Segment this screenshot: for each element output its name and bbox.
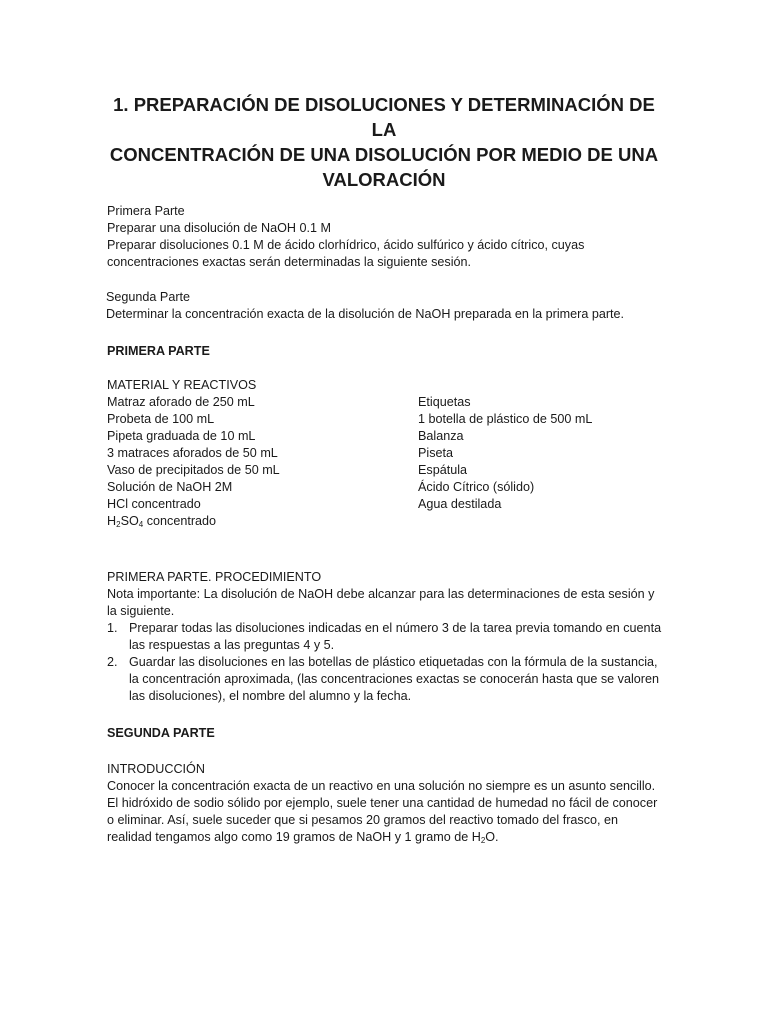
segunda-parte-heading: SEGUNDA PARTE bbox=[107, 726, 215, 740]
material-item-h2so4: $H_2SO_4$ concentrado bbox=[107, 514, 217, 529]
paragraph-line: El hidróxido de sodio sólido por ejemplo, suele tener una cantidad de humedad no fácil de conocer bbox=[107, 796, 658, 810]
material-item: Ácido Cítrico (sólido) bbox=[418, 480, 535, 494]
paragraph-line: realidad tengamos algo como 19 gramos de NaOH y 1 gramo de $H_2O$. bbox=[107, 830, 499, 845]
step-number: 2. bbox=[107, 655, 118, 669]
procedure-step bbox=[107, 620, 667, 654]
material-item: Pipeta graduada de 10 mL bbox=[107, 429, 256, 443]
step-text: las disoluciones), el nombre del alumno y la fecha. bbox=[129, 689, 412, 703]
materials-right-column bbox=[418, 394, 678, 513]
objective-text: Preparar disoluciones 0.1 M de ácido clorhídrico, ácido sulfúrico y ácido cítrico, cuyas bbox=[107, 238, 585, 252]
title-line: VALORACIÓN bbox=[322, 169, 446, 190]
material-item: HCl concentrado bbox=[107, 497, 201, 511]
material-item: Balanza bbox=[418, 429, 464, 443]
title-line: CONCENTRACIÓN DE UNA DISOLUCIÓN POR MEDIO DE UNA bbox=[109, 144, 659, 165]
material-item: Matraz aforado de 250 mL bbox=[107, 395, 255, 409]
material-item: Etiquetas bbox=[418, 395, 471, 409]
procedure-note: Nota importante: La disolución de NaOH debe alcanzar para las determinaciones de esta sesión y bbox=[107, 587, 655, 601]
introduccion-heading: INTRODUCCIÓN bbox=[107, 762, 205, 776]
procedure-step bbox=[107, 654, 667, 705]
material-item: Agua destilada bbox=[418, 497, 502, 511]
paragraph-line: o eliminar. Así, suele suceder que si pesamos 20 gramos del reactivo tomado del frasco, en bbox=[107, 813, 619, 827]
paragraph-line: Conocer la concentración exacta de un reactivo en una solución no siempre es un asunto sencillo. bbox=[107, 779, 656, 793]
procedure-section bbox=[107, 569, 667, 705]
step-text: Preparar todas las disoluciones indicadas en el número 3 de la tarea previa tomando en cuenta bbox=[129, 621, 662, 635]
objective-text: concentraciones exactas serán determinadas la siguiente sesión. bbox=[107, 255, 472, 269]
material-item: Probeta de 100 mL bbox=[107, 412, 215, 426]
material-item: Piseta bbox=[418, 446, 454, 460]
primera-parte-label: Primera Parte bbox=[107, 204, 185, 218]
objective-text: Determinar la concentración exacta de la disolución de NaOH preparada en la primera parte. bbox=[106, 307, 625, 321]
material-item: 1 botella de plástico de 500 mL bbox=[418, 412, 593, 426]
procedure-heading: PRIMERA PARTE. PROCEDIMIENTO bbox=[107, 570, 322, 584]
procedure-note: la siguiente. bbox=[107, 604, 175, 618]
title-line: 1. PREPARACIÓN DE DISOLUCIONES Y DETERMINACIÓN DE LA bbox=[113, 94, 655, 140]
primera-parte-heading: PRIMERA PARTE bbox=[107, 344, 210, 358]
introduccion-section bbox=[107, 761, 667, 846]
segunda-parte-label: Segunda Parte bbox=[106, 290, 191, 304]
document-title bbox=[100, 92, 668, 192]
step-text: las respuestas a las preguntas 4 y 5. bbox=[129, 638, 335, 652]
objectives-section bbox=[107, 203, 667, 271]
step-text: Guardar las disoluciones en las botellas de plástico etiquetadas con la fórmula de la sustancia, bbox=[129, 655, 658, 669]
step-number: 1. bbox=[107, 621, 118, 635]
segunda-objective-section bbox=[106, 289, 666, 323]
material-item: Vaso de precipitados de 50 mL bbox=[107, 463, 280, 477]
material-item: 3 matraces aforados de 50 mL bbox=[107, 446, 278, 460]
objective-text: Preparar una disolución de NaOH 0.1 M bbox=[107, 221, 332, 235]
material-item: Solución de NaOH 2M bbox=[107, 480, 233, 494]
materials-heading: MATERIAL Y REACTIVOS bbox=[107, 378, 257, 392]
step-text: la concentración aproximada, (las concentraciones exactas se conocerán hasta que se valoren bbox=[129, 672, 659, 686]
material-item: Espátula bbox=[418, 463, 468, 477]
